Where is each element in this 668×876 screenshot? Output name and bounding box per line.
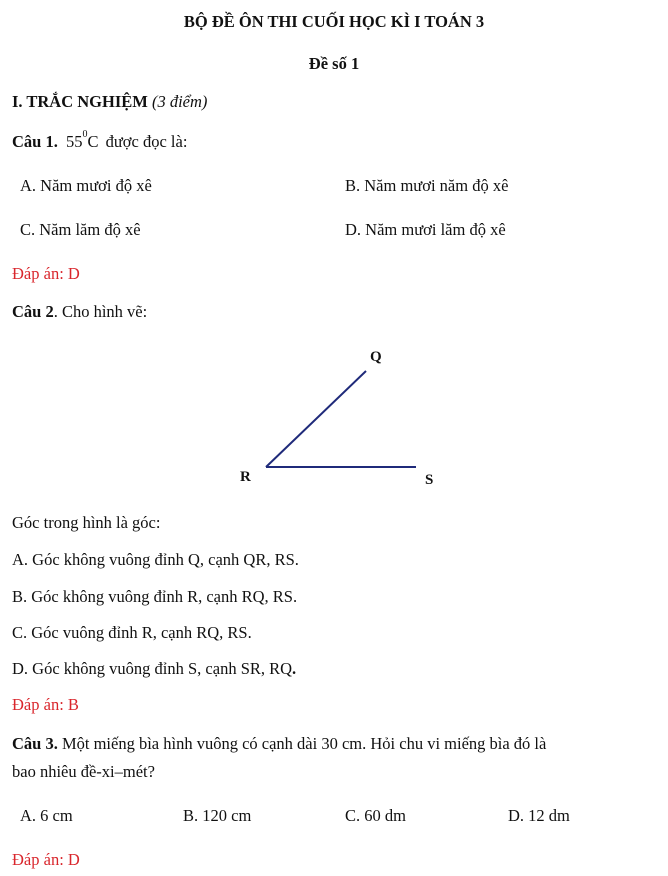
q1-option-a: A. Năm mươi độ xê <box>20 176 152 195</box>
q2-option-c: C. Góc vuông đỉnh R, cạnh RQ, RS. <box>12 623 252 642</box>
question-2-label: Câu 2 <box>12 302 54 321</box>
q2-option-b: B. Góc không vuông đỉnh R, cạnh RQ, RS. <box>12 587 298 606</box>
segment-rq <box>266 371 366 467</box>
q3-option-c: C. 60 dm <box>345 806 406 825</box>
q2-option-a: A. Góc không vuông đỉnh Q, cạnh QR, RS. <box>12 550 299 569</box>
q3-option-d: D. 12 dm <box>508 806 570 825</box>
q3-answer: Đáp án: D <box>12 850 80 869</box>
question-1-text: được đọc là: <box>105 132 188 151</box>
q1-answer: Đáp án: D <box>12 264 80 283</box>
q1-option-b: B. Năm mươi năm độ xê <box>345 176 509 195</box>
question-3 <box>12 734 546 754</box>
vertex-r-label: R <box>240 469 251 485</box>
exam-number: Đề số 1 <box>308 54 360 73</box>
q1-option-d: D. Năm mươi lăm độ xê <box>345 220 506 239</box>
question-3-text-cont: bao nhiêu đề-xi–mét? <box>12 762 155 781</box>
q3-option-a: A. 6 cm <box>20 806 73 825</box>
q2-answer: Đáp án: B <box>12 695 79 714</box>
question-3-label: Câu 3. <box>12 734 58 753</box>
question-2-text: . Cho hình vẽ: <box>53 302 148 321</box>
temperature-value: $55^0C$ <box>65 129 99 151</box>
question-3-text: Một miếng bìa hình vuông có cạnh dài 30 cm. Hỏi chu vi miếng bìa đó là <box>61 734 547 753</box>
document-title: BỘ ĐỀ ÔN THI CUỐI HỌC KÌ I TOÁN 3 <box>183 12 485 31</box>
vertex-s-label: S <box>425 472 434 488</box>
q1-option-c: C. Năm lăm độ xê <box>20 220 141 239</box>
q3-option-b: B. 120 cm <box>183 806 252 825</box>
section-title: I. TRẮC NGHIỆM <box>12 92 148 111</box>
section-points: (3 điểm) <box>151 92 208 111</box>
q2-prompt: Góc trong hình là góc: <box>12 513 161 532</box>
q2-option-d: D. Góc không vuông đỉnh S, cạnh SR, RQ. <box>12 659 297 678</box>
vertex-q-label: Q <box>370 349 382 365</box>
question-1-label: Câu 1. <box>12 132 58 151</box>
